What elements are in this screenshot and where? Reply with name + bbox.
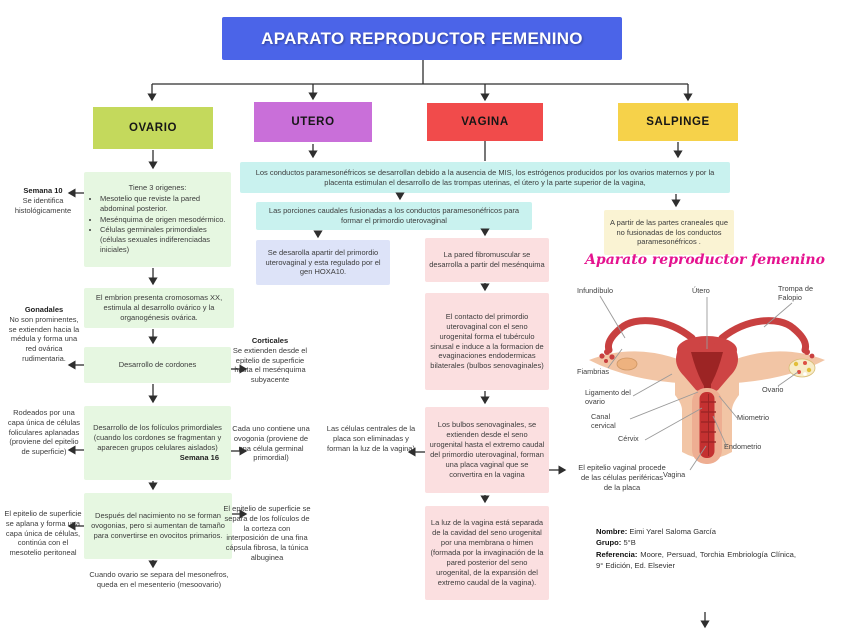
label-utero: Útero [692, 286, 710, 295]
ovary-left [617, 358, 637, 370]
ovario-nacimiento-box: Después del nacimiento no se forman ovogonias, pero si aumentan de tamaño para convertirse en ovocitos primarios. [84, 493, 232, 559]
ovario-origins-box [84, 172, 231, 267]
vagina-luz-box: La luz de la vagina está separada de la cavidad del seno urogenital por una membrana o himen (formada por la invaginación de la pared posterior del seno urogenital, de la expansión del extremo caudal de la vagina). [425, 506, 549, 600]
label-miometrio: Miometrio [737, 413, 770, 422]
label-endometrio: Endometrio [724, 442, 762, 451]
credit-label: Grupo: [596, 538, 622, 548]
illustration-title: Aparato reproductor femenino [585, 252, 825, 268]
ovario-cordones-box: Desarrollo de cordones [84, 347, 231, 383]
foliculos-text: Desarrollo de los folículos primordiales (cuando los cordones se fragmentan y aparecen grupos celulares aislados) [93, 423, 222, 452]
note-celulas-centrales: Las células centrales de la placa son eliminadas y forman la luz de la vagina) [326, 424, 416, 453]
category-ovario: OVARIO [93, 107, 213, 149]
note-semana10 [6, 186, 80, 215]
note-title: Corticales [251, 336, 289, 345]
origins-item: • Células germinales primordiales (células sexuales indiferenciadas iniciales) [100, 225, 227, 255]
credit-value: 5°B [623, 538, 636, 548]
note-rodeados: Rodeados por una capa única de células foliculares aplanadas (proviene del epitelio de superficie) [7, 408, 81, 456]
credit-referencia [596, 549, 796, 572]
page-title: APARATO REPRODUCTOR FEMENINO [222, 17, 622, 60]
credit-label: Nombre: [596, 527, 628, 536]
origins-list [88, 194, 227, 256]
note-title: Semana 10 [23, 186, 63, 195]
credit-value: Eimi Yarel Saloma García [629, 527, 717, 536]
note-epitelio-vaginal: El epitelio vaginal procede de las células periféricas de la placa [578, 463, 666, 492]
label-trompa-falopio: Trompa de Falopio [778, 284, 814, 303]
credit-grupo [596, 537, 796, 548]
label-canal-cervical: Canal cervical [591, 412, 616, 431]
credit-nombre [596, 526, 796, 537]
category-utero: UTERO [254, 102, 372, 142]
note-body: Se identifica histológicamente [14, 195, 72, 215]
credit-label: Referencia: [596, 549, 638, 559]
ovario-embrion-box: El embrion presenta cromosomas XX, estimula al desarrollo ovárico y la organogénesis ovárica. [84, 288, 234, 328]
utero-hoxa-box: Se desarolla apartir del primordio uterovaginal y esta regulado por el gen HOXA10. [256, 240, 390, 285]
uterus-illustration [575, 280, 847, 480]
vagina-contacto-box: El contacto del primordio uterovaginal con el seno urogenital forma el tubérculo sinusal e induce a la formacion de evaginaciones endodermicas bilaterales (bulbos senovaginales) [425, 293, 549, 390]
vagina-pared-box: La pared fibromuscular se desarrolla a partir del mesénquima [425, 238, 549, 282]
note-corticales [226, 336, 314, 385]
ovario-foliculos-box [84, 406, 231, 480]
category-vagina: VAGINA [427, 103, 543, 141]
label-fimbrias: Fiambrias [577, 367, 610, 376]
vagina-bulbos-box: Los bulbos senovaginales, se extienden desde el seno urogenital hasta el extremo caudal del primordio uterovaginal, forman una placa vaginal que se convertira en la vagina [425, 407, 549, 493]
ovary-right [789, 359, 815, 377]
origins-item: • Mesénquima de origen mesodérmico. [100, 215, 227, 225]
note-ovogonia: Cada uno contiene una ovogonia (proviene de una célula germinal primordial) [232, 424, 310, 463]
category-salpinge: SALPINGE [618, 103, 738, 141]
salpinge-craneales-box: A partir de las partes craneales que no fusionadas de los conductos paramesonéfricos . [604, 210, 734, 255]
utero-porciones-box: Las porciones caudales fusionadas a los conductos paramesonéfricos para formar el primordio uterovaginal [256, 202, 532, 230]
label-vagina: Vagina [663, 470, 686, 479]
label-cervix: Cérvix [618, 434, 639, 443]
note-epitelio-separa: El epitelio de superficie se separa de los folículos de la corteza con interposición de una fina cápsula fibrosa, la túnica albuginea [223, 504, 311, 562]
note-body: Se extienden desde el epitelio de superficie hasta el mesénquima subyacente [232, 345, 308, 384]
utero-conductos-box: Los conductos paramesonéfricos se desarrollan debido a la ausencia de MIS, los estrógenos producidos por los ovarios maternos y por la placenta estimulan el desarrollo de las trompas uterinas, el útero y la parte superior de la vagina, [240, 162, 730, 193]
origins-intro: Tiene 3 origenes: [128, 182, 187, 192]
label-infundibulo: Infundíbulo [577, 286, 614, 295]
note-body: No son prominentes, se extienden hacia la médula y forma una red ovárica rudimentaria. [8, 314, 80, 363]
label-ovario: Ovario [762, 385, 784, 394]
label-ligamento-ovario: Ligamento del ovario [585, 388, 631, 407]
origins-item: • Mesotelio que reviste la pared abdominal posterior. [100, 194, 227, 214]
mesoovario-text: Cuando ovario se separa del mesonefros, queda en el mesenterio (mesoovario) [89, 570, 229, 589]
note-epitelio-aplana: El epitelio de superficie se aplana y forma una capa única de células, continúa con el mesotelio peritoneal [4, 509, 82, 557]
note-gonadales [6, 305, 82, 364]
semana-16-label: Semana 16 [179, 452, 219, 462]
credits-block [596, 526, 796, 572]
note-title: Gonadales [24, 305, 64, 314]
credit-value: Moore, Persuad, Torchia Embriología Clínica, 9° Edición, Ed. Elsevier [596, 549, 796, 571]
